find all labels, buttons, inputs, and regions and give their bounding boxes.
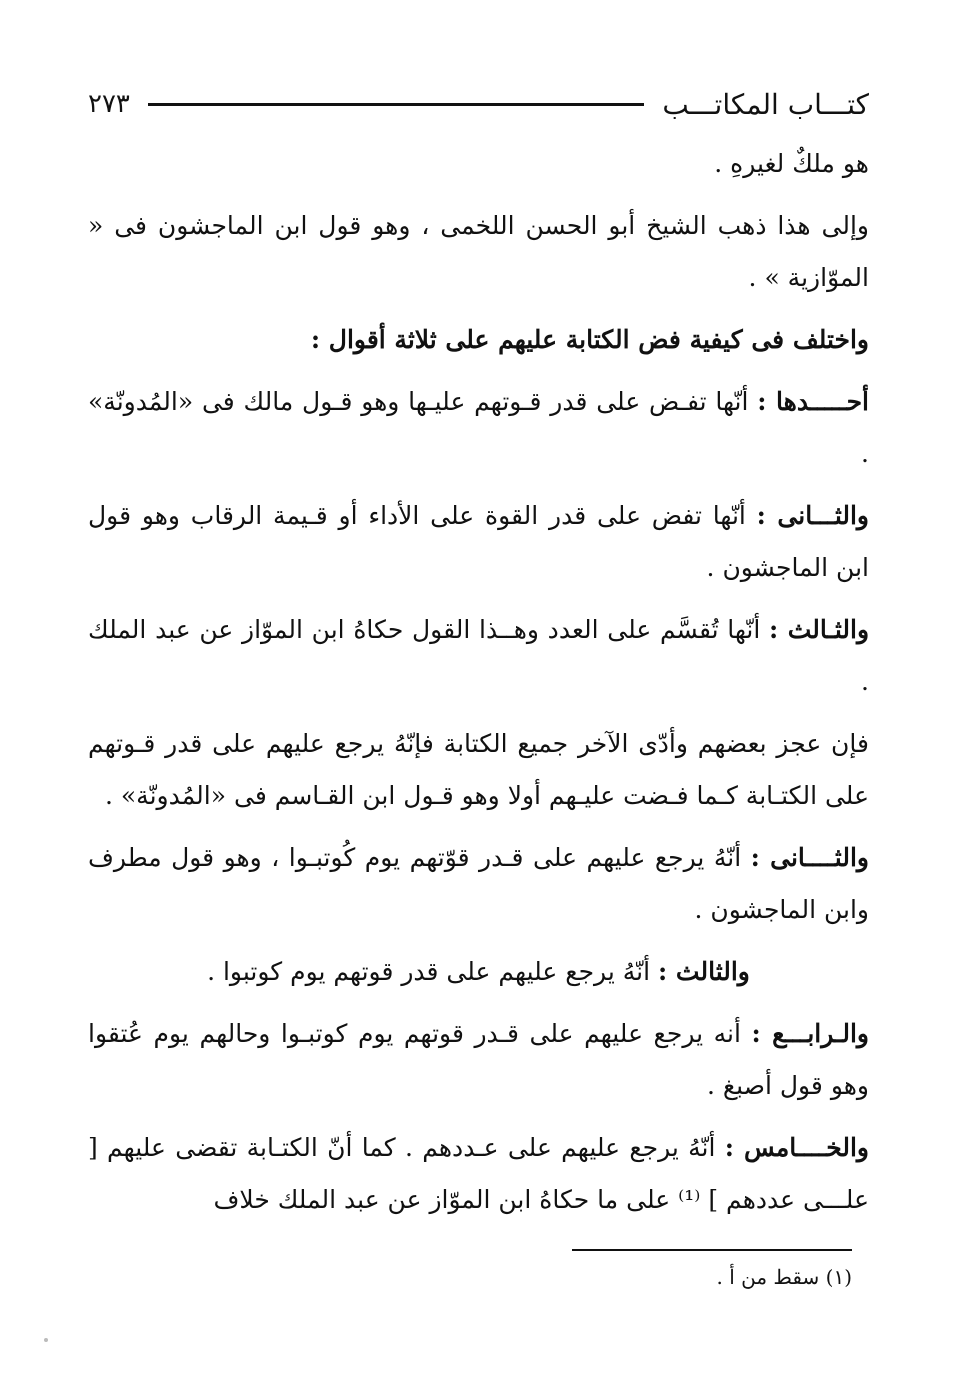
paragraph-first-opinion bbox=[88, 376, 869, 480]
body-text bbox=[88, 138, 869, 1236]
fifth-view-text: أنّهُ يرجع عليهم على عـددهم . كما أنّ الكتـابة تقضى عليهم [ علـــى عددهم ] ⁽¹⁾ على ما حكاهُ ابن الموّاز عن عبد الملك خلاف bbox=[88, 1133, 869, 1214]
second-opinion-text: أنّها تفض على قدر القوة على الأداء أو قـيمة الرقاب وهو قول ابن الماجشون . bbox=[88, 501, 869, 582]
paragraph-default-case: فإن عجز بعضهم وأدّى الآخر جميع الكتابة فإنّهُ يرجع عليهم على قدر قـوتهم على الكتـابة كـما فـضت عليـهم أولا وهو قـول ابن القـاسم فى «المُدونّة» . bbox=[88, 729, 869, 810]
third-view-text: أنّهُ يرجع عليهم على قدر قوتهم يوم كوتبوا . bbox=[207, 957, 658, 986]
paragraph-second-view bbox=[88, 832, 869, 936]
third-view-label: والثالث : bbox=[657, 957, 750, 986]
paragraph-second-opinion bbox=[88, 490, 869, 594]
paragraph-fifth-view bbox=[88, 1122, 869, 1226]
running-header bbox=[88, 84, 869, 124]
first-opinion-label: أحـــــدها : bbox=[757, 387, 869, 416]
second-view-label: والثــــانى : bbox=[750, 843, 869, 872]
second-view-text: أنّهُ يرجع عليهم على قـدر قوّتهم يوم كُوتبـوا ، وهو قول مطرف وابن الماجشون . bbox=[88, 843, 869, 924]
chapter-title: كتـــاب المكاتـــب bbox=[662, 87, 869, 121]
page-number: ٢٧٣ bbox=[88, 89, 130, 119]
fourth-view-text: أنه يرجع عليهم على قـدر قوتهم يوم كوتبـوا وحالهم يوم عُتقوا وهو قول أصبغ . bbox=[88, 1019, 869, 1100]
paragraph-1: هو ملكٌ لغيرهِ . bbox=[714, 149, 869, 178]
paragraph-fourth-view bbox=[88, 1008, 869, 1112]
header-rule bbox=[148, 103, 645, 106]
scan-speck bbox=[44, 1338, 48, 1342]
fifth-view-label: والخــــامس : bbox=[724, 1133, 869, 1162]
paragraph-third-view bbox=[88, 946, 869, 998]
section-heading: واختلف فى كيفية فض الكتابة عليهم على ثلاثة أقوال : bbox=[310, 325, 869, 354]
second-opinion-label: والثـــانى : bbox=[756, 501, 870, 530]
footnote-rule bbox=[572, 1249, 852, 1251]
third-opinion-text: أنّها تُقسَّم على العدد وهــذا القول حكاهُ ابن الموّاز عن عبد الملك . bbox=[88, 615, 869, 696]
paragraph-2: وإلى هذا ذهب الشيخ أبو الحسن اللخمى ، وهو قول ابن الماجشون فى « الموّازية » . bbox=[88, 211, 869, 292]
footnote: (١) سقط من أ . bbox=[716, 1265, 852, 1289]
third-opinion-label: والثـالث : bbox=[769, 615, 870, 644]
fourth-view-label: والـرابـــع : bbox=[751, 1019, 870, 1048]
first-opinion-text: أنّها تفـض على قدر قـوتهم عليـها وهو قـول مالك فى «المُدونّة» . bbox=[88, 387, 869, 468]
paragraph-third-opinion bbox=[88, 604, 869, 708]
